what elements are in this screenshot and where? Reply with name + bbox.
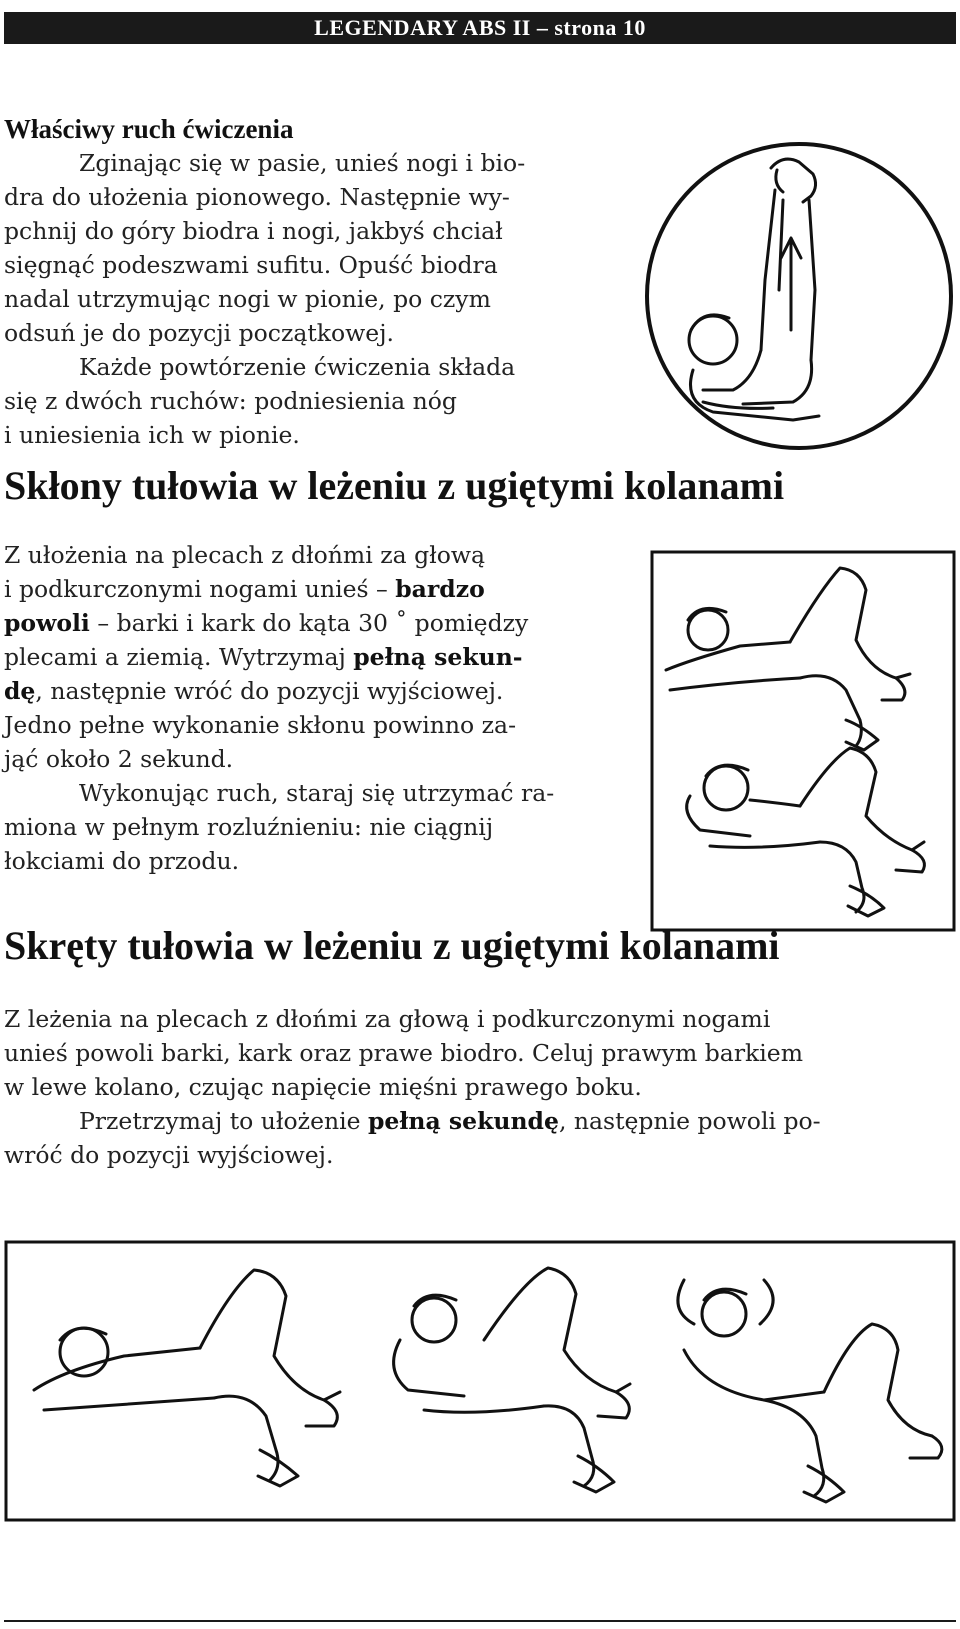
text-line: dra do ułożenia pionowego. Następnie wy- xyxy=(4,183,510,211)
text-span: i podkurczonymi nogami unieś – xyxy=(4,575,396,603)
section-2-text xyxy=(4,538,634,878)
text-line: Wykonując ruch, staraj się utrzymać ra- xyxy=(79,779,555,807)
text-span: – barki i kark do kąta 30 ˚ pomiędzy xyxy=(89,609,529,637)
text-line: Z leżenia na plecach z dłońmi za głową i podkurczonymi nogami xyxy=(4,1005,771,1033)
text-line: się z dwóch ruchów: podniesienia nóg xyxy=(4,387,457,415)
text-line: unieś powoli barki, kark oraz prawe biodro. Celuj prawym barkiem xyxy=(4,1039,803,1067)
section-2-title: Skłony tułowia w leżeniu z ugiętymi kolanami xyxy=(4,463,785,508)
twist-crunch-illustration xyxy=(4,1240,956,1522)
text-line: Zginając się w pasie, unieś nogi i bio- xyxy=(79,149,526,177)
text-line: i uniesienia ich w pionie. xyxy=(4,421,300,449)
bold-text: bardzo xyxy=(395,575,485,603)
text-line: wróć do pozycji wyjściowej. xyxy=(4,1141,334,1169)
bold-text: pełną sekun- xyxy=(353,643,523,671)
section-1-subtitle: Właściwy ruch ćwiczenia xyxy=(4,114,294,144)
page-header: LEGENDARY ABS II – strona 10 xyxy=(4,12,956,44)
text-line xyxy=(4,640,634,674)
text-line: Jedno pełne wykonanie skłonu powinno za- xyxy=(4,711,517,739)
text-line: Z ułożenia na plecach z dłońmi za głową xyxy=(4,541,486,569)
text-line: jąć około 2 sekund. xyxy=(4,745,234,773)
section-3-text xyxy=(4,1002,934,1172)
bottom-rule xyxy=(4,1620,956,1622)
text-line: odsuń je do pozycji początkowej. xyxy=(4,319,394,347)
text-span: , następnie powoli po- xyxy=(558,1107,821,1135)
text-line: miona w pełnym rozluźnieniu: nie ciągnij xyxy=(4,813,494,841)
text-line xyxy=(4,572,634,606)
text-line xyxy=(4,1104,934,1138)
text-span: Przetrzymaj to ułożenie xyxy=(79,1107,368,1135)
text-line: nadal utrzymując nogi w pionie, po czym xyxy=(4,285,491,313)
bold-text: dę xyxy=(4,677,36,705)
text-line xyxy=(4,674,634,708)
text-line: sięgnąć podeszwami sufitu. Opuść biodra xyxy=(4,251,498,279)
leg-raise-illustration xyxy=(643,140,955,452)
bold-text: powoli xyxy=(4,609,90,637)
text-span: plecami a ziemią. Wytrzymaj xyxy=(4,643,354,671)
crunch-illustration xyxy=(650,550,956,932)
section-1-text xyxy=(4,112,604,452)
section-3-title: Skręty tułowia w leżeniu z ugiętymi kolanami xyxy=(4,923,780,968)
text-line: pchnij do góry biodra i nogi, jakbyś chciał xyxy=(4,217,503,245)
text-line xyxy=(4,606,634,640)
text-line: łokciami do przodu. xyxy=(4,847,240,875)
text-span: , następnie wróć do pozycji wyjściowej. xyxy=(35,677,504,705)
bold-text: pełną sekundę xyxy=(368,1107,559,1135)
text-line: Każde powtórzenie ćwiczenia składa xyxy=(79,353,516,381)
text-line: w lewe kolano, czując napięcie mięśni prawego boku. xyxy=(4,1073,642,1101)
